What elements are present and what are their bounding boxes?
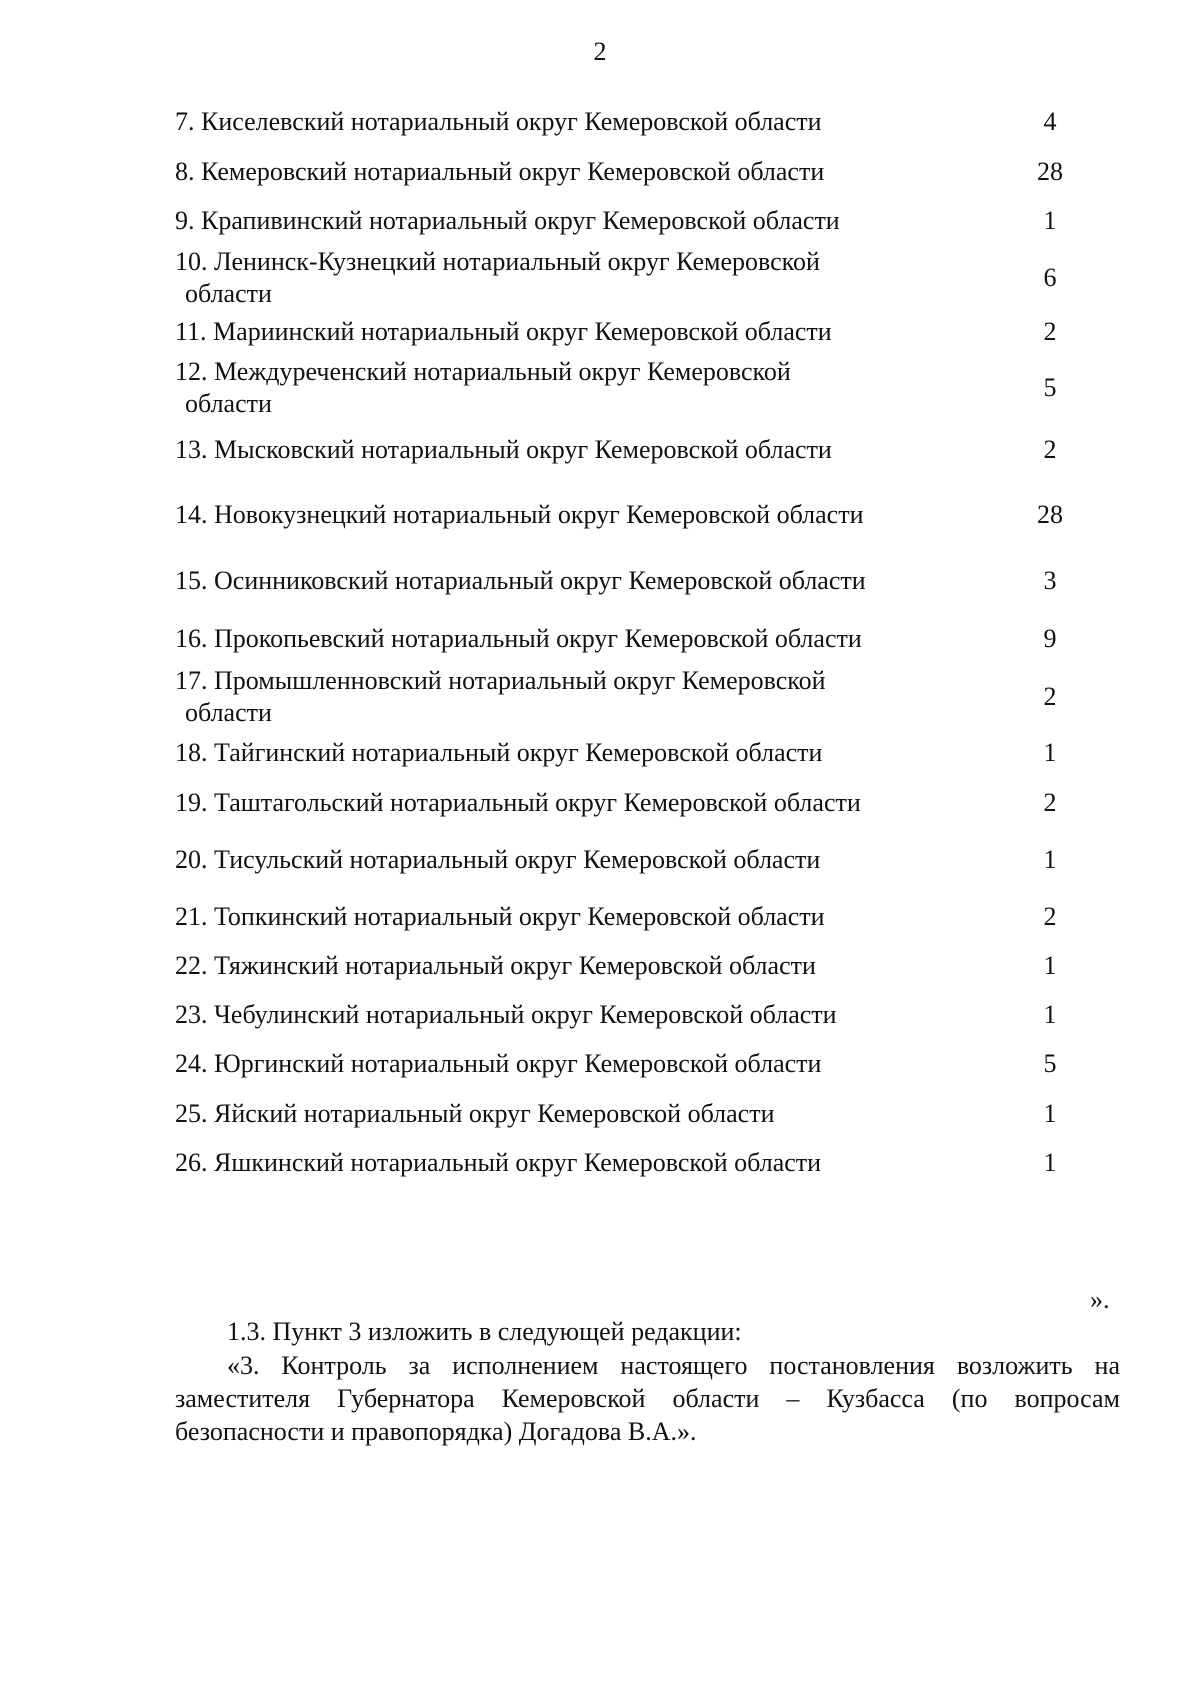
district-name-line: 15. Осинниковский нотариальный округ Кемеровской области bbox=[175, 566, 866, 595]
district-name bbox=[175, 106, 965, 138]
notary-count: 6 bbox=[1043, 263, 1057, 292]
district-name-line: 25. Яйский нотариальный округ Кемеровской области bbox=[175, 1099, 775, 1128]
notary-count: 5 bbox=[1043, 1049, 1057, 1078]
district-name-line: 9. Крапивинский нотариальный округ Кемеровской области bbox=[175, 206, 840, 235]
district-name bbox=[175, 434, 965, 466]
notary-count: 3 bbox=[1043, 566, 1057, 595]
district-name-line: 18. Тайгинский нотариальный округ Кемеровской области bbox=[175, 738, 823, 767]
district-name bbox=[175, 737, 965, 769]
district-name-line: 10. Ленинск-Кузнецкий нотариальный округ Кемеровской bbox=[175, 247, 820, 276]
amendment-heading: 1.3. Пункт 3 изложить в следующей редакции: bbox=[227, 1317, 742, 1346]
notary-count: 2 bbox=[1043, 682, 1057, 711]
notary-count: 9 bbox=[1043, 624, 1057, 653]
district-name-line: 13. Мысковский нотариальный округ Кемеровской области bbox=[175, 435, 832, 464]
district-name bbox=[175, 1147, 965, 1179]
district-name-continuation: области bbox=[185, 389, 272, 418]
district-name-line: 23. Чебулинский нотариальный округ Кемеровской области bbox=[175, 1000, 837, 1029]
amendment-body: «3. Контроль за исполнением настоящего постановления возложить на заместителя Губернатора Кемеровской области – Кузбасса (по вопросам безопасности и правопорядка) Догадова В.А.». bbox=[175, 1351, 1120, 1446]
district-name-continuation: области bbox=[185, 279, 272, 308]
notary-count: 28 bbox=[1037, 500, 1063, 529]
district-name bbox=[175, 565, 965, 597]
district-name-line: 24. Юргинский нотариальный округ Кемеровской области bbox=[175, 1049, 822, 1078]
district-name-line: 17. Промышленновский нотариальный округ Кемеровской bbox=[175, 666, 826, 695]
district-name bbox=[175, 787, 965, 819]
district-name-line: 26. Яшкинский нотариальный округ Кемеровской области bbox=[175, 1148, 822, 1177]
district-name-line: 20. Тисульский нотариальный округ Кемеровской области bbox=[175, 845, 821, 874]
notary-count: 1 bbox=[1043, 1000, 1057, 1029]
notary-count: 1 bbox=[1043, 1099, 1057, 1128]
district-name-line: 19. Таштагольский нотариальный округ Кемеровской области bbox=[175, 788, 861, 817]
district-name-line: 21. Топкинский нотариальный округ Кемеровской области bbox=[175, 902, 825, 931]
district-name-line: 12. Междуреченский нотариальный округ Кемеровской bbox=[175, 357, 791, 386]
notary-count: 1 bbox=[1043, 845, 1057, 874]
district-name bbox=[175, 1048, 965, 1080]
district-name bbox=[175, 623, 965, 655]
district-name-line: 16. Прокопьевский нотариальный округ Кемеровской области bbox=[175, 624, 862, 653]
closing-quote: ». bbox=[1090, 1285, 1110, 1314]
district-name-line: 7. Киселевский нотариальный округ Кемеровской области bbox=[175, 107, 822, 136]
district-name-line: 8. Кемеровский нотариальный округ Кемеровской области bbox=[175, 157, 825, 186]
district-name bbox=[175, 844, 965, 876]
notary-count: 2 bbox=[1043, 902, 1057, 931]
district-name bbox=[175, 316, 965, 348]
district-name bbox=[175, 665, 965, 729]
notary-count: 4 bbox=[1043, 107, 1057, 136]
district-name bbox=[175, 499, 965, 531]
district-name bbox=[175, 205, 965, 237]
notary-count: 1 bbox=[1043, 951, 1057, 980]
district-name bbox=[175, 999, 965, 1031]
district-name bbox=[175, 246, 965, 310]
district-name-continuation: области bbox=[185, 698, 272, 727]
district-name bbox=[175, 901, 965, 933]
district-name-line: 22. Тяжинский нотариальный округ Кемеровской области bbox=[175, 951, 816, 980]
district-name bbox=[175, 156, 965, 188]
notary-count: 1 bbox=[1043, 738, 1057, 767]
notary-count: 2 bbox=[1043, 317, 1057, 346]
notary-count: 2 bbox=[1043, 435, 1057, 464]
district-name bbox=[175, 1098, 965, 1130]
notary-count: 2 bbox=[1043, 788, 1057, 817]
page-number: 2 bbox=[593, 37, 607, 66]
district-name-line: 14. Новокузнецкий нотариальный округ Кемеровской области bbox=[175, 500, 864, 529]
district-name bbox=[175, 356, 965, 420]
notary-count: 1 bbox=[1043, 1148, 1057, 1177]
notary-count: 28 bbox=[1037, 157, 1063, 186]
district-name-line: 11. Мариинский нотариальный округ Кемеровской области bbox=[175, 317, 832, 346]
notary-count: 5 bbox=[1043, 373, 1057, 402]
notary-count: 1 bbox=[1043, 206, 1057, 235]
district-name bbox=[175, 950, 965, 982]
